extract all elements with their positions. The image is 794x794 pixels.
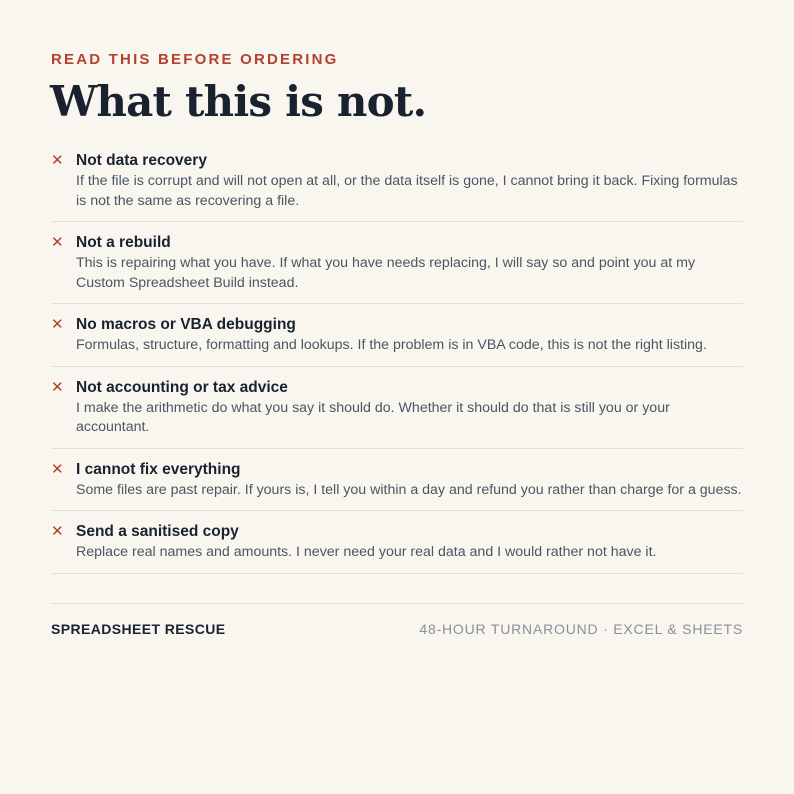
item-title: Not accounting or tax advice xyxy=(76,378,288,396)
cross-icon: ✕ xyxy=(51,523,64,540)
item-title: Send a sanitised copy xyxy=(76,523,239,540)
item-description: If the file is corrupt and will not open at all, or the data itself is gone, I cannot bring it back. Fixing formulas is not the same as recovering a file. xyxy=(76,173,738,209)
item-description: I make the arithmetic do what you say it should do. Whether it should do that is still you or your accountant. xyxy=(76,399,670,435)
list-item xyxy=(51,230,743,304)
page-title: What this is not. xyxy=(50,77,427,126)
item-title: Not a rebuild xyxy=(76,234,171,251)
cross-icon: ✕ xyxy=(51,460,64,478)
item-title: No macros or VBA debugging xyxy=(76,316,296,333)
footer xyxy=(51,603,743,637)
item-description: This is repairing what you have. If what you have needs replacing, I will say so and point you at my Custom Spreadsheet Build instead. xyxy=(76,255,696,291)
cross-icon: ✕ xyxy=(51,378,64,396)
item-title: I cannot fix everything xyxy=(76,460,241,478)
footer-meta: 48-HOUR TURNAROUND · EXCEL & SHEETS xyxy=(419,621,743,637)
item-description: Replace real names and amounts. I never need your real data and I would rather not have it. xyxy=(76,544,657,560)
list-item xyxy=(51,375,743,449)
list-item xyxy=(51,312,743,367)
list-item xyxy=(51,519,743,574)
item-description: Some files are past repair. If yours is, I tell you within a day and refund you rather than charge for a guess. xyxy=(76,481,742,498)
item-title: Not data recovery xyxy=(76,152,207,169)
list-item xyxy=(51,148,743,222)
eyebrow-label: READ THIS BEFORE ORDERING xyxy=(51,51,339,68)
cross-icon: ✕ xyxy=(51,234,64,251)
list-item xyxy=(51,457,743,512)
cross-icon: ✕ xyxy=(51,316,64,333)
item-description: Formulas, structure, formatting and lookups. If the problem is in VBA code, this is not the right listing. xyxy=(76,337,707,353)
cross-icon: ✕ xyxy=(51,152,64,169)
brand-name: SPREADSHEET RESCUE xyxy=(51,621,226,637)
exclusions-list xyxy=(51,148,743,582)
